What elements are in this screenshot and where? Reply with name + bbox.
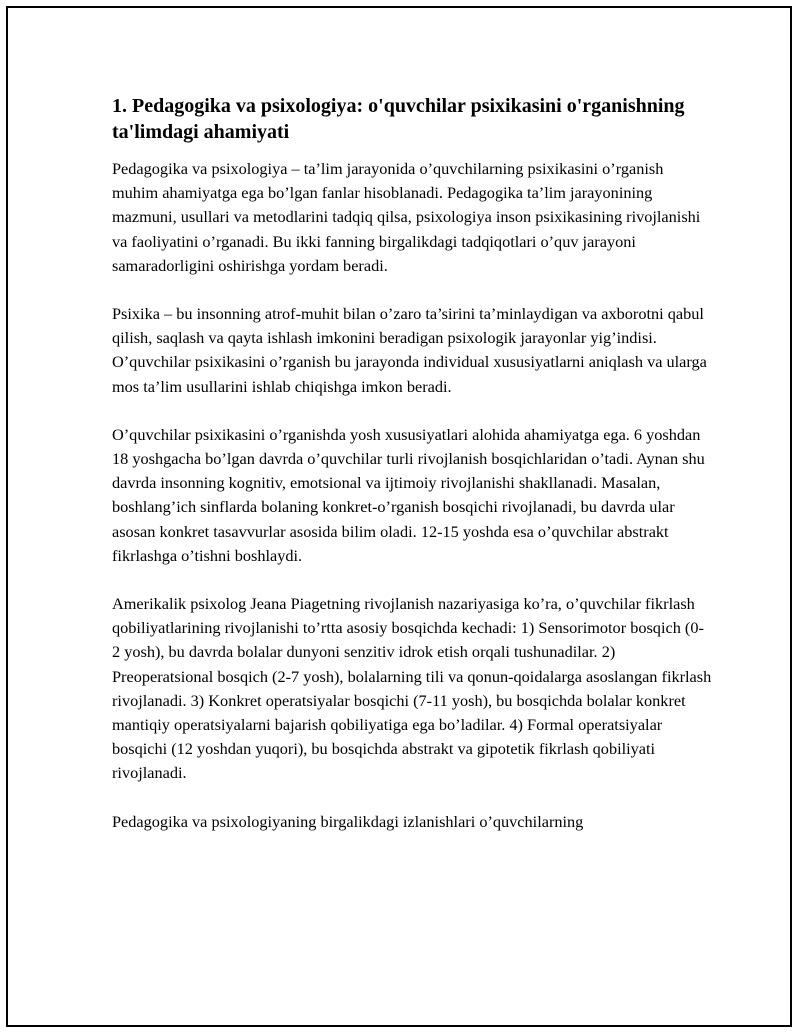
document-body (112, 93, 712, 858)
section-heading: 1. Pedagogika va psixologiya: o'quvchilar psixikasini o'rganishning ta'limdagi ahamiyati (112, 95, 685, 143)
paragraph: Psixika – bu insonning atrof-muhit bilan o’zaro ta’sirini ta’minlaydigan va axborotni qabul qilish, saqlash va qayta ishlash imkonini beradigan psixologik jarayonlar yig’indisi. O’quvchilar psixikasini o’rganish bu jarayonda individual xususiyatlarni aniqlash va ularga mos ta’lim usullarini ishlab chiqishga imkon beradi. (112, 304, 707, 396)
paragraph: Amerikalik psixolog Jeana Piagetning rivojlanish nazariyasiga ko’ra, o’quvchilar fikrlash qobiliyatlarining rivojlanishi to’rtta asosiy bosqichda kechadi: 1) Sensorimotor bosqich (0-2 yosh), bu davrda bolalar dunyoni senzitiv idrok etish orqali tushunadilar. 2) Preoperatsional bosqich (2-7 yosh), bolalarning tili va qonun-qoidalarga asoslangan fikrlash rivojlanadi. 3) Konkret operatsiyalar bosqichi (7-11 yosh), bu bosqichda bolalar konkret mantiqiy operatsiyalarni bajarish qobiliyatiga ega bo’ladilar. 4) Formal operatsiyalar bosqichi (12 yoshdan yuqori), bu bosqichda abstrakt va gipotetik fikrlash qobiliyati rivojlanadi. (112, 594, 712, 783)
paragraph: Pedagogika va psixologiyaning birgalikdagi izlanishlari o’quvchilarning (112, 811, 584, 831)
paragraph: Pedagogika va psixologiya – ta’lim jarayonida o’quvchilarning psixikasini o’rganish muhim ahamiyatga ega bo’lgan fanlar hisoblanadi. Pedagogika ta’lim jarayonining mazmuni, usullari va metodlarini tadqiq qilsa, psixologiya inson psixikasining rivojlanishi va faoliyatini o’rganadi. Bu ikki fanning birgalikdagi tadqiqotlari o’quv jarayoni samaradorligini oshirishga yordam beradi. (112, 159, 701, 275)
paragraph: O’quvchilar psixikasini o’rganishda yosh xususiyatlari alohida ahamiyatga ega. 6 yoshdan 18 yoshgacha bo’lgan davrda o’quvchilar turli rivojlanish bosqichlaridan o’tadi. Aynan shu davrda insonning kognitiv, emotsional va ijtimoiy rivojlanishi shakllanadi. Masalan, boshlang’ich sinflarda bolaning konkret-o’rganish bosqichi rivojlanadi, bu davrda ular asosan konkret tasavvurlar asosida bilim oladi. 12-15 yoshda esa o’quvchilar abstrakt fikrlashga o’tishni boshlaydi. (112, 424, 705, 565)
